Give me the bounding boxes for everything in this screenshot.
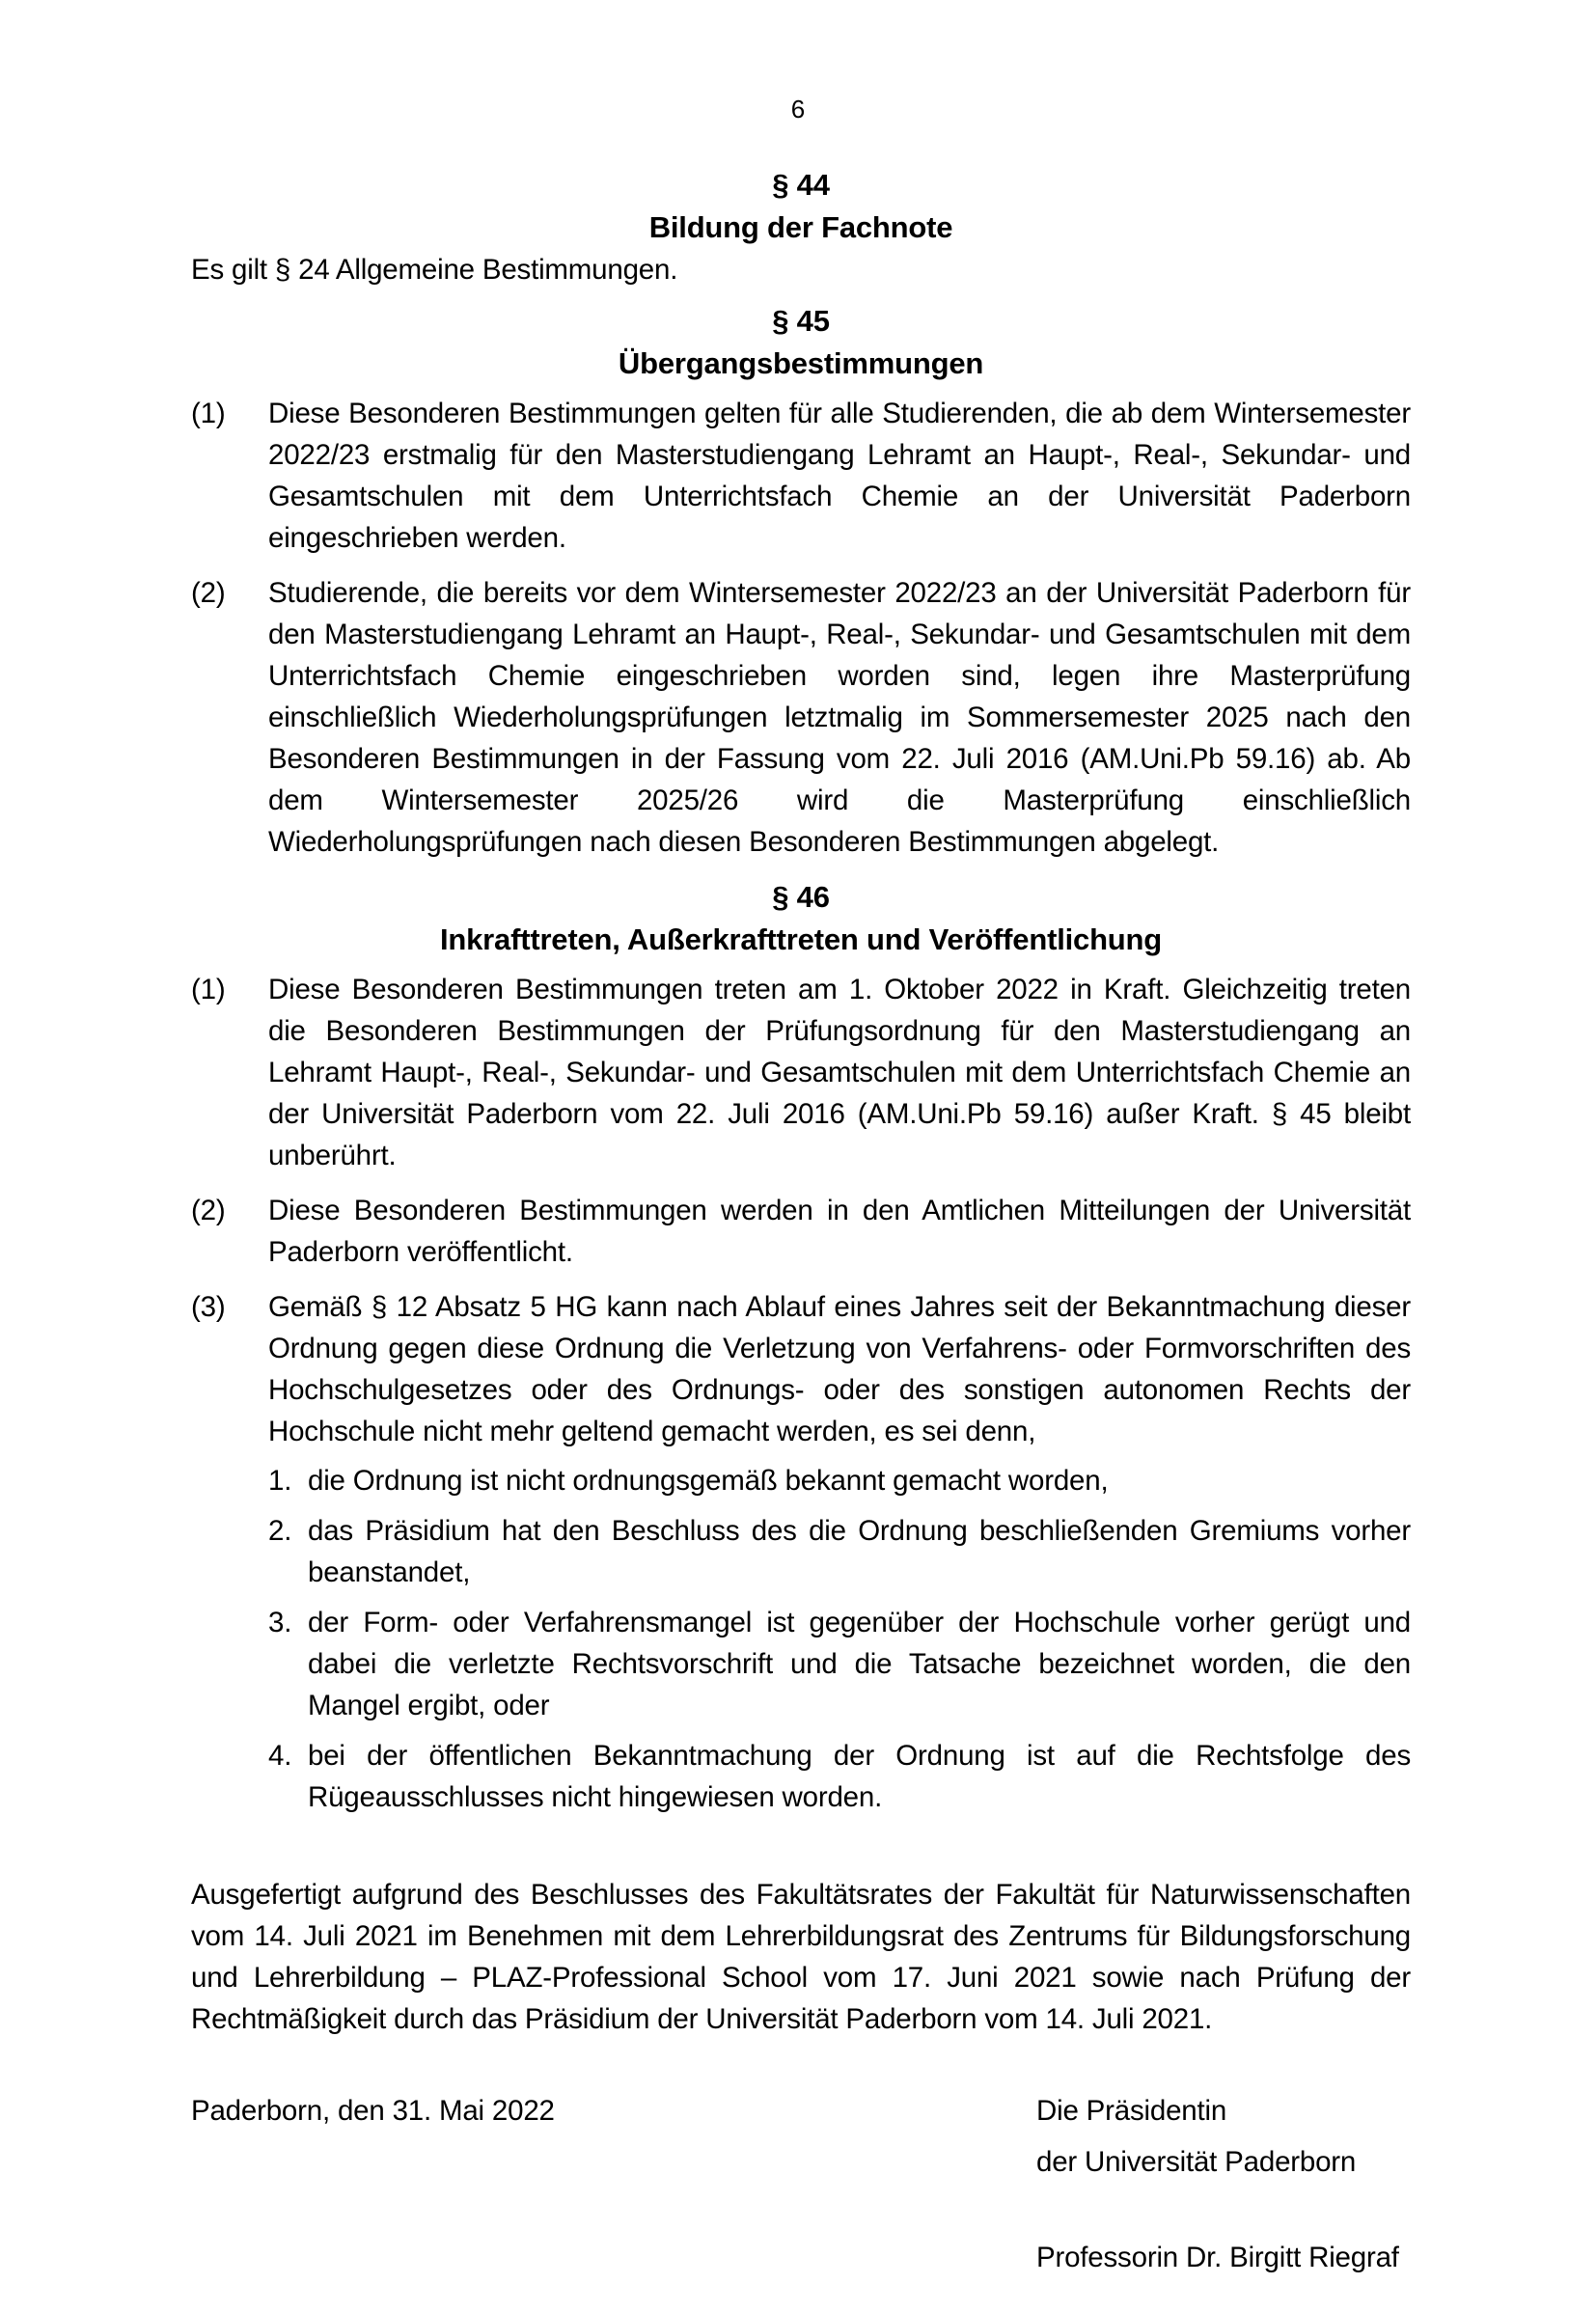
list-item-number: 4. — [268, 1740, 292, 1772]
section-46-heading — [191, 876, 1411, 961]
section-45-number: § 45 — [772, 304, 830, 338]
list-item-number: 2. — [268, 1515, 292, 1547]
section-46-number: § 46 — [772, 880, 830, 914]
list-item — [268, 1602, 1411, 1726]
section-45-heading — [191, 300, 1411, 385]
list-item-text: die Ordnung ist nicht ordnungsgemäß bekannt gemacht worden, — [308, 1465, 1109, 1497]
signature-block — [191, 2090, 1411, 2312]
list-item-number: 1. — [268, 1465, 292, 1497]
section-45-title: Übergangsbestimmungen — [618, 346, 984, 380]
signatory-name: Professorin Dr. Birgitt Riegraf — [1036, 2242, 1399, 2273]
signatory-role-line-1: Die Präsidentin — [1036, 2095, 1227, 2127]
exception-list — [268, 1460, 1411, 1818]
list-item-text: der Form- oder Verfahrensmangel ist gegenüber der Hochschule vorher gerügt und dabei die verletzte Rechtsvorschrift und die Tatsache bezeichnet worden, die den Mangel ergibt, oder — [308, 1607, 1411, 1721]
section-44-number: § 44 — [772, 168, 830, 202]
paragraph-text: Diese Besonderen Bestimmungen gelten für alle Studierenden, die ab dem Wintersemester 2022/23 erstmalig für den Masterstudiengang Lehramt an Haupt-, Real-, Sekundar- und Gesamtschulen mit dem Unterrichtsfach Chemie an der Universität Paderborn eingeschrieben werden. — [268, 398, 1411, 554]
document-body — [191, 164, 1411, 2312]
section-44-title: Bildung der Fachnote — [648, 210, 953, 244]
paragraph-text: Diese Besonderen Bestimmungen treten am 1. Oktober 2022 in Kraft. Gleichzeitig treten die Besonderen Bestimmungen der Prüfungsordnung für den Masterstudiengang an Lehramt Haupt-, Real-, Sekundar- und Gesamtschulen mit dem Unterrichtsfach Chemie an der Universität Paderborn vom 22. Juli 2016 (AM.Uni.Pb 59.16) außer Kraft. § 45 bleibt unberührt. — [268, 974, 1411, 1171]
list-item — [268, 1460, 1411, 1501]
paragraph-number: (1) — [191, 974, 226, 1005]
signatory-role-line-2: der Universität Paderborn — [1036, 2146, 1357, 2178]
section-46-paragraph-3 — [191, 1286, 1411, 1818]
list-item-number: 3. — [268, 1607, 292, 1638]
list-item — [268, 1510, 1411, 1593]
section-45-paragraph-2 — [191, 572, 1411, 863]
place-date: Paderborn, den 31. Mai 2022 — [191, 2095, 555, 2127]
list-item — [268, 1735, 1411, 1818]
section-46-paragraph-2 — [191, 1190, 1411, 1273]
paragraph-number: (3) — [191, 1291, 226, 1323]
paragraph-number: (1) — [191, 398, 226, 429]
section-44-text: Es gilt § 24 Allgemeine Bestimmungen. — [191, 254, 678, 286]
section-46-paragraph-1 — [191, 969, 1411, 1176]
list-item-text: bei der öffentlichen Bekanntmachung der Ordnung ist auf die Rechtsfolge des Rügeausschlusses nicht hingewiesen worden. — [308, 1740, 1411, 1813]
paragraph-text: Gemäß § 12 Absatz 5 HG kann nach Ablauf eines Jahres seit der Bekanntmachung dieser Ordnung gegen diese Ordnung die Verletzung von Verfahrens- oder Formvorschriften des Hochschulgesetzes oder des Ordnungs- oder des sonstigen autonomen Rechts der Hochschule nicht mehr geltend gemacht werden, es sei denn, — [268, 1291, 1411, 1447]
paragraph-number: (2) — [191, 1195, 226, 1226]
section-46-title: Inkrafttreten, Außerkrafttreten und Veröffentlichung — [439, 922, 1163, 956]
paragraph-number: (2) — [191, 577, 226, 609]
page-number: 6 — [790, 95, 806, 124]
closing-statement: Ausgefertigt aufgrund des Beschlusses des Fakultätsrates der Fakultät für Naturwissenschaften vom 14. Juli 2021 im Benehmen mit dem Lehrerbildungsrat des Zentrums für Bildungsforschung und Lehrerbildung – PLAZ-Professional School vom 17. Juni 2021 sowie nach Prüfung der Rechtmäßigkeit durch das Präsidium der Universität Paderborn vom 14. Juli 2021. — [191, 1879, 1411, 2035]
section-44-heading — [191, 164, 1411, 249]
list-item-text: das Präsidium hat den Beschluss des die Ordnung beschließenden Gremiums vorher beanstandet, — [308, 1515, 1411, 1588]
signatory — [1036, 2090, 1399, 2288]
section-45-paragraph-1 — [191, 393, 1411, 559]
paragraph-text: Diese Besonderen Bestimmungen werden in den Amtlichen Mitteilungen der Universität Paderborn veröffentlicht. — [268, 1195, 1411, 1268]
paragraph-text: Studierende, die bereits vor dem Wintersemester 2022/23 an der Universität Paderborn für den Masterstudiengang Lehramt an Haupt-, Real-, Sekundar- und Gesamtschulen mit dem Unterrichtsfach Chemie eingeschrieben worden sind, legen ihre Masterprüfung einschließlich Wiederholungsprüfungen letztmalig im Sommersemester 2025 nach den Besonderen Bestimmungen in der Fassung vom 22. Juli 2016 (AM.Uni.Pb 59.16) ab. Ab dem Wintersemester 2025/26 wird die Masterprüfung einschließlich Wiederholungsprüfungen nach diesen Besonderen Bestimmungen abgelegt. — [268, 577, 1411, 858]
